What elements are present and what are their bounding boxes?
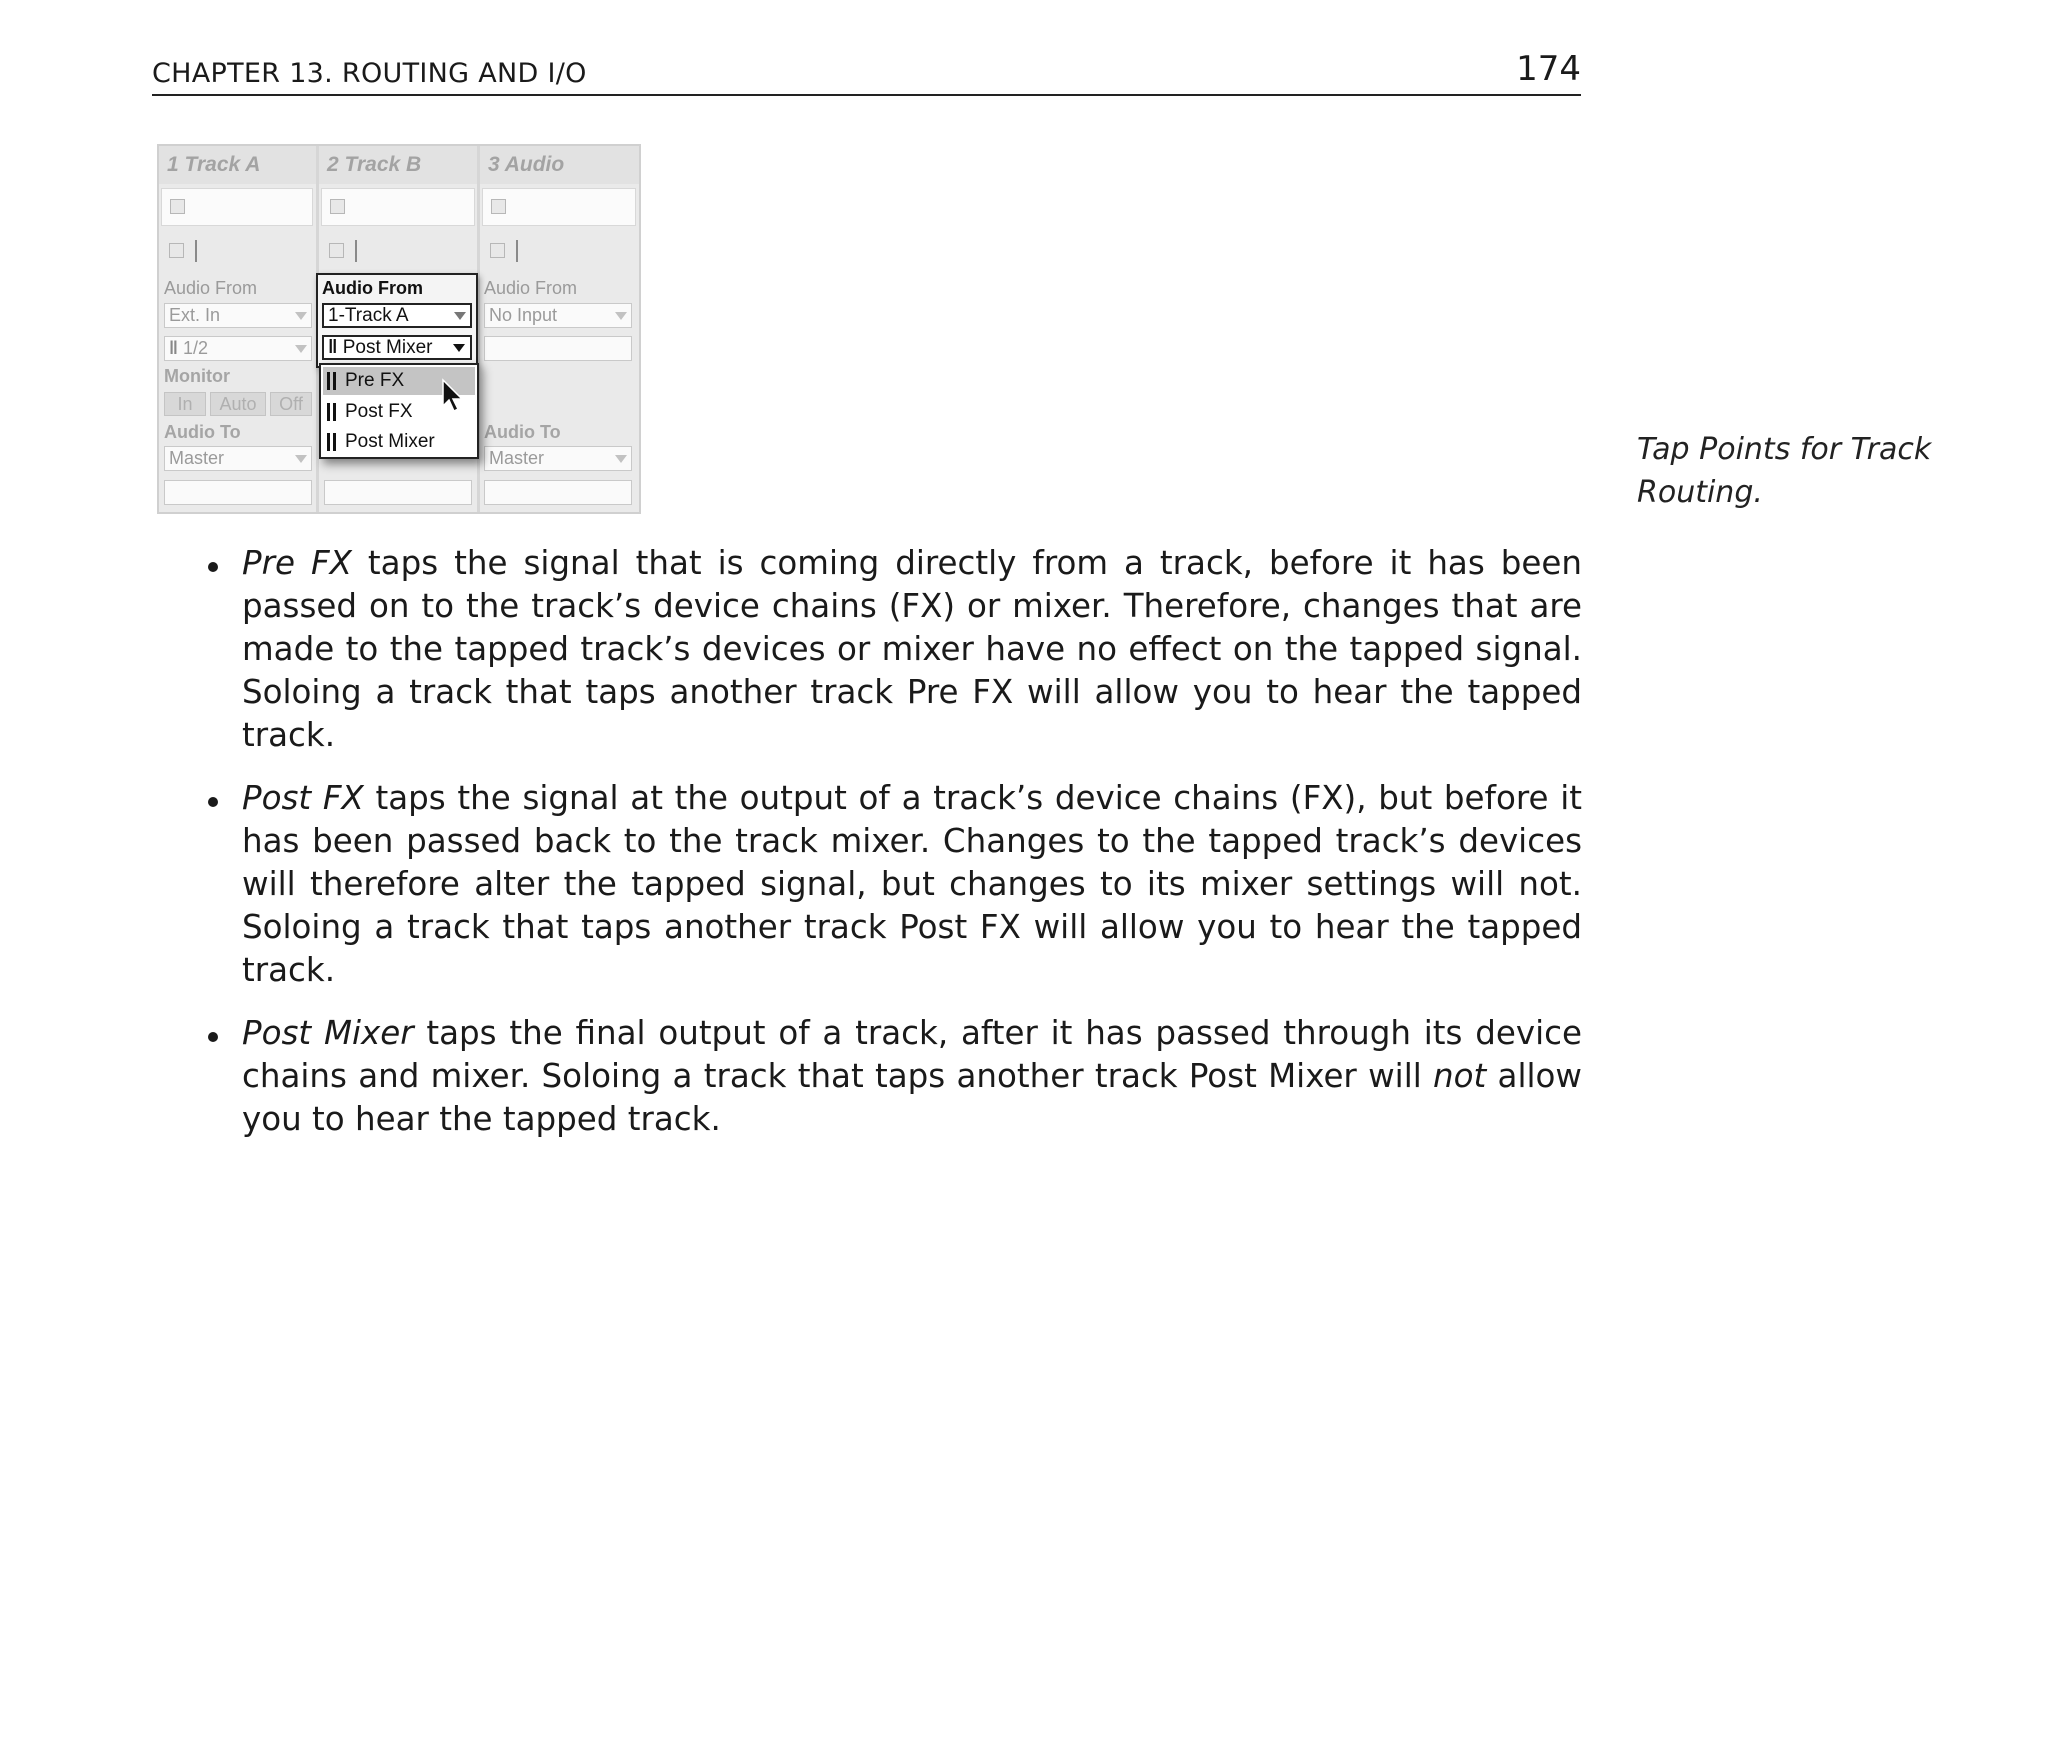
- menu-item-label: Post FX: [345, 401, 413, 422]
- track-b-routing-panel: [316, 273, 478, 368]
- clip-stop-icon[interactable]: [491, 199, 506, 214]
- chevron-down-icon: [295, 345, 307, 353]
- clip-slot[interactable]: [161, 188, 313, 226]
- bullet-icon: [208, 797, 218, 807]
- page-number: 174: [1516, 49, 1581, 89]
- monitor-off-button[interactable]: Off: [270, 392, 312, 416]
- menu-item-post-mixer[interactable]: [323, 428, 475, 456]
- output-select[interactable]: [164, 446, 312, 471]
- tap-point-icon: [327, 403, 337, 421]
- page-header: [152, 48, 1581, 96]
- input-channel-select[interactable]: [484, 336, 632, 361]
- menu-item-label: Pre FX: [345, 370, 405, 391]
- input-type-select[interactable]: [322, 303, 472, 328]
- term: Pre FX: [242, 544, 352, 582]
- divider-icon: [195, 240, 197, 262]
- track-field[interactable]: [484, 480, 632, 505]
- audio-to-label: Audio To: [164, 422, 241, 442]
- clip-stop-icon[interactable]: [330, 199, 345, 214]
- input-type-select[interactable]: [484, 303, 632, 328]
- tap-point-select[interactable]: [322, 335, 472, 360]
- audio-from-label: Audio From: [484, 278, 578, 298]
- audio-from-label: Audio From: [322, 278, 423, 298]
- divider-icon: [355, 240, 357, 262]
- tap-point-icon: [327, 372, 337, 390]
- tap-point-value: Post Mixer: [342, 337, 433, 358]
- chevron-down-icon: [454, 312, 466, 320]
- output-value: Master: [169, 448, 225, 468]
- description: taps the final output of a track, after it has passed through its device chains and mixer. Soloing a track that taps another track Post Mixer will: [242, 1014, 1582, 1095]
- clip-slot[interactable]: [482, 188, 636, 226]
- list-item: [200, 542, 1582, 757]
- term: Post Mixer: [242, 1014, 414, 1052]
- routing-screenshot: [157, 144, 641, 514]
- track-header-1[interactable]: 1 Track A: [159, 146, 316, 184]
- audio-to-label: Audio To: [484, 422, 561, 442]
- chapter-title: CHAPTER 13. ROUTING AND I/O: [152, 58, 587, 89]
- tap-point-icon: ‖: [328, 337, 338, 358]
- output-select[interactable]: [484, 446, 632, 471]
- output-value: Master: [489, 448, 545, 468]
- tap-point-icon: [327, 433, 337, 451]
- bullet-icon: [208, 562, 218, 572]
- list-item: [200, 777, 1582, 992]
- input-channel-select[interactable]: [164, 336, 312, 361]
- input-type-value: 1-Track A: [328, 305, 409, 326]
- divider-icon: [516, 240, 518, 262]
- term: Post FX: [242, 779, 364, 817]
- audio-from-label: Audio From: [164, 278, 258, 298]
- emphasis: not: [1433, 1057, 1487, 1095]
- stereo-icon: ‖: [169, 338, 178, 358]
- chevron-down-icon: [615, 312, 627, 320]
- input-type-select[interactable]: [164, 303, 312, 328]
- input-type-value: No Input: [489, 305, 558, 325]
- stop-button-icon[interactable]: [490, 243, 505, 258]
- bullet-icon: [208, 1032, 218, 1042]
- description: allow you to hear the tapped track.: [242, 1057, 1582, 1138]
- description: taps the signal that is coming directly from a track, before it has been passed on to the track’s device chains (FX) or mixer. Therefore, changes that are made to the tapped track’s devices or mixer have no effect on the tapped signal. Soloing a track that taps another track Pre FX will allow you to hear the tapped track.: [242, 544, 1582, 754]
- menu-item-label: Post Mixer: [345, 431, 435, 452]
- monitor-label: Monitor: [164, 366, 230, 386]
- track-field[interactable]: [324, 480, 472, 505]
- description: taps the signal at the output of a track’s device chains (FX), but before it has been passed back to the track mixer. Changes to the tapped track’s devices will therefore alter the tapped signal, but changes to its mixer settings will not. Soloing a track that taps another track Post FX will allow you to hear the tapped track.: [242, 779, 1582, 989]
- list-item: [200, 1012, 1582, 1141]
- monitor-in-button[interactable]: In: [164, 392, 206, 416]
- chevron-down-icon: [295, 312, 307, 320]
- track-header-2[interactable]: 2 Track B: [319, 146, 477, 184]
- chevron-down-icon: [615, 455, 627, 463]
- clip-stop-icon[interactable]: [170, 199, 185, 214]
- track-field[interactable]: [164, 480, 312, 505]
- figure-caption: Tap Points for Track Routing.: [1637, 432, 1932, 510]
- input-type-value: Ext. In: [169, 305, 221, 325]
- track-header-3[interactable]: 3 Audio: [480, 146, 639, 184]
- stop-button-icon[interactable]: [329, 243, 344, 258]
- stop-button-icon[interactable]: [169, 243, 184, 258]
- monitor-auto-button[interactable]: Auto: [210, 392, 266, 416]
- mouse-cursor-icon: [441, 378, 467, 414]
- clip-slot[interactable]: [321, 188, 475, 226]
- chevron-down-icon: [295, 455, 307, 463]
- chevron-down-icon: [453, 344, 465, 352]
- input-channel-value: 1/2: [182, 338, 209, 358]
- tap-point-descriptions: [200, 542, 1582, 1161]
